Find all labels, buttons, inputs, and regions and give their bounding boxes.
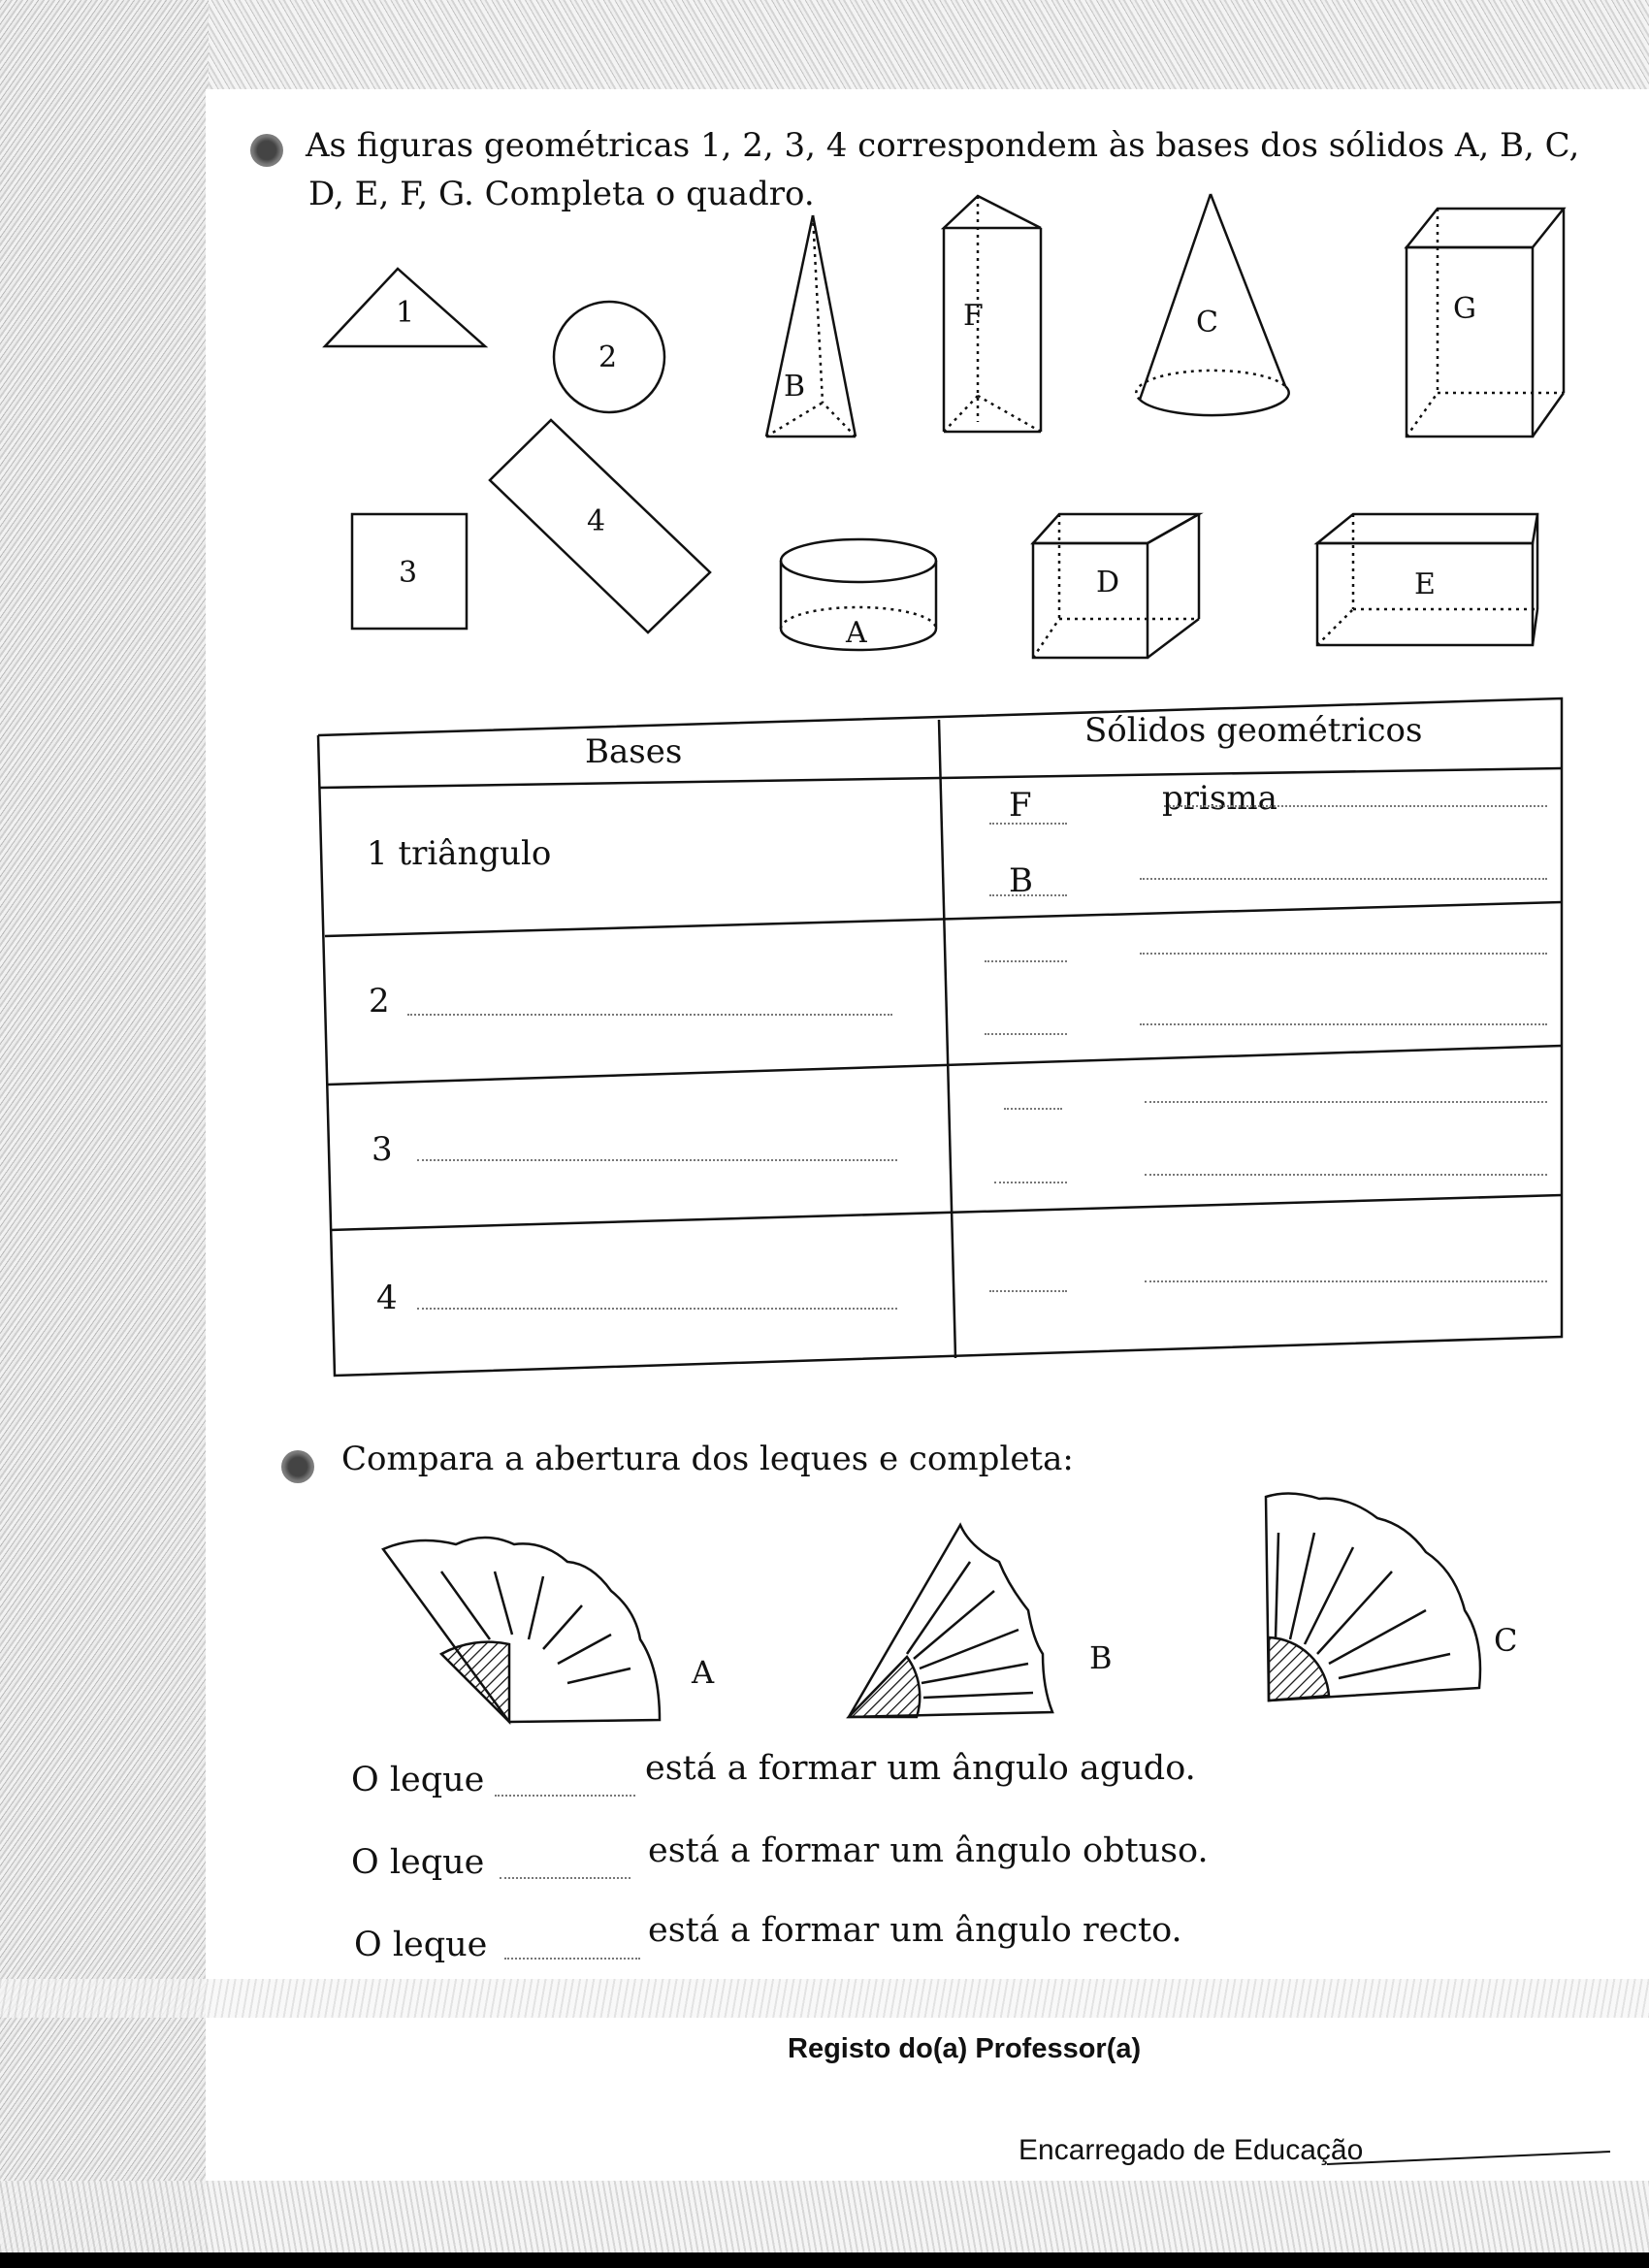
solid-f-triangular-prism — [944, 196, 1041, 432]
row2-base-line[interactable] — [407, 1014, 892, 1016]
row2-name-line2[interactable] — [1140, 1023, 1547, 1025]
row1-base: 1 triângulo — [367, 834, 552, 873]
exercise-5-instruction-line1: As figuras geométricas 1, 2, 3, 4 correspondem às bases dos sólidos A, B, C, — [306, 126, 1580, 165]
row4-name-line1[interactable] — [1145, 1280, 1547, 1282]
guardian-signature-line — [1327, 2152, 1610, 2164]
row3-name-line2[interactable] — [1145, 1174, 1547, 1176]
row1-line4 — [1140, 878, 1547, 880]
exercise-6-instruction: Compara a abertura dos leques e completa: — [341, 1440, 1074, 1478]
fan-a — [383, 1538, 660, 1722]
solid-b-pyramid — [766, 215, 856, 437]
sentence-2-suffix: está a formar um ângulo obtuso. — [648, 1831, 1209, 1870]
sentence-2-blank[interactable] — [500, 1877, 630, 1879]
row4-solid-line1[interactable] — [989, 1290, 1067, 1292]
fan-a-label: A — [692, 1654, 715, 1691]
table-header-bases: Bases — [585, 732, 683, 771]
row3-base: 3 — [372, 1130, 393, 1169]
solid-g-label: G — [1453, 292, 1476, 326]
solid-b-label: B — [784, 370, 806, 404]
figure-3-label: 3 — [399, 556, 418, 590]
fan-c-label: C — [1494, 1622, 1518, 1659]
row1-line3 — [989, 894, 1067, 896]
solid-f-label: F — [963, 299, 984, 333]
solid-a-label: A — [846, 616, 867, 650]
row4-base-line[interactable] — [417, 1308, 897, 1310]
row1-name1[interactable]: prisma — [1162, 779, 1277, 818]
row1-solid1[interactable]: F — [1009, 786, 1032, 825]
fan-b-label: B — [1089, 1639, 1113, 1676]
exercise-6-bullet-icon — [281, 1450, 314, 1483]
figure-4-label: 4 — [587, 504, 606, 538]
figure-2-label: 2 — [598, 340, 618, 374]
row1-line1 — [989, 823, 1067, 825]
row2-solid-line1[interactable] — [985, 960, 1067, 962]
teacher-record-title: Registo do(a) Professor(a) — [788, 2033, 1142, 2064]
sentence-3-prefix: O leque — [354, 1926, 488, 1964]
sentence-2-prefix: O leque — [351, 1843, 485, 1882]
bases-table-grid — [318, 698, 1562, 1376]
row1-line2 — [1164, 805, 1547, 807]
row3-solid-line1[interactable] — [1004, 1108, 1062, 1110]
solid-e-label: E — [1414, 567, 1436, 601]
row3-solid-line2[interactable] — [994, 1182, 1067, 1183]
figure-1-label: 1 — [396, 296, 415, 330]
fan-c — [1266, 1493, 1480, 1701]
fan-b — [849, 1525, 1052, 1717]
solid-d-label: D — [1096, 566, 1120, 599]
sentence-3-suffix: está a formar um ângulo recto. — [648, 1911, 1182, 1950]
solid-g-box — [1406, 209, 1564, 437]
row4-base: 4 — [376, 1279, 398, 1317]
row3-name-line1[interactable] — [1145, 1101, 1547, 1103]
row1-solid2[interactable]: B — [1009, 861, 1033, 900]
sentence-1-blank[interactable] — [495, 1795, 635, 1797]
sentence-3-blank[interactable] — [504, 1958, 640, 1960]
row3-base-line[interactable] — [417, 1159, 897, 1161]
table-header-solids: Sólidos geométricos — [1084, 711, 1423, 750]
exercise-5-instruction-line2: D, E, F, G. Completa o quadro. — [308, 175, 815, 213]
row2-base: 2 — [369, 982, 390, 1021]
row2-name-line1[interactable] — [1140, 953, 1547, 955]
sentence-1-suffix: está a formar um ângulo agudo. — [645, 1749, 1196, 1788]
guardian-label: Encarregado de Educação — [1018, 2134, 1364, 2166]
row2-solid-line2[interactable] — [985, 1033, 1067, 1035]
sentence-1-prefix: O leque — [351, 1761, 485, 1799]
solid-c-label: C — [1196, 306, 1218, 340]
